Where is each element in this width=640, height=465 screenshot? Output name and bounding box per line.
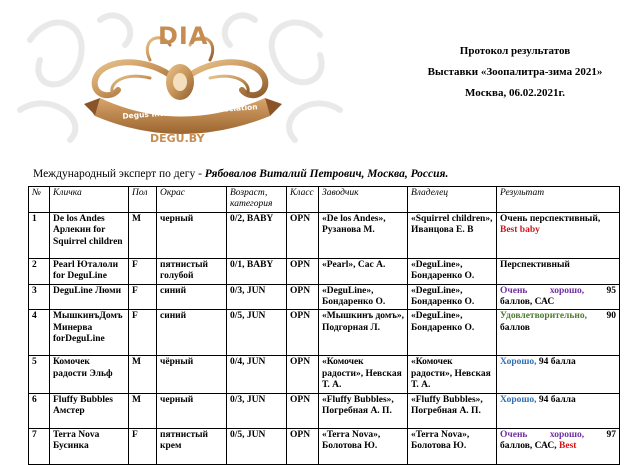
row-owner: «Fluffy Bubbles», Погребная А. П.: [408, 393, 497, 428]
col-sex: Пол: [129, 187, 157, 213]
logo-ribbon-text: Degus International Association: [122, 102, 258, 121]
row-age: 0/2, BABY: [227, 212, 287, 258]
table-header-row: [29, 187, 620, 213]
row-owner: «DeguLine», Бондаренко О.: [408, 310, 497, 356]
result-text: Очень хорошо,: [500, 429, 585, 440]
result-score: 94 балла: [536, 394, 576, 405]
row-age: 0/5, JUN: [227, 428, 287, 464]
result-text: Очень перспективный,: [500, 213, 601, 224]
row-number: 1: [29, 212, 50, 258]
expert-name: Рябовалов Виталий Петрович, Москва, Россия.: [204, 168, 449, 180]
result-score: 97: [606, 429, 616, 440]
result-score: 95: [606, 285, 616, 296]
row-sex: F: [129, 284, 157, 310]
table-row: [29, 428, 620, 464]
row-breeder: «DeguLine», Бондаренко О.: [319, 284, 408, 310]
row-sex: M: [129, 393, 157, 428]
result-extra: баллов, САС: [500, 296, 555, 307]
row-sex: F: [129, 428, 157, 464]
result-extra: баллов: [500, 322, 530, 333]
row-breeder: «Мышкинъ домъ», Подгорная Л.: [319, 310, 408, 356]
row-owner: «DeguLine», Бондаренко О.: [408, 284, 497, 310]
row-result: [497, 428, 620, 464]
row-sex: F: [129, 310, 157, 356]
row-class: OPN: [287, 393, 319, 428]
logo-site: DEGU.BY: [150, 132, 205, 145]
col-number: №: [29, 187, 50, 213]
row-number: 4: [29, 310, 50, 356]
col-class: Класс: [287, 187, 319, 213]
row-name: МышкинъДомъ Минерва forDeguLine: [50, 310, 129, 356]
row-owner: «Terra Nova», Болотова Ю.: [408, 428, 497, 464]
row-name: Pearl Юталоли for DeguLine: [50, 258, 129, 284]
row-owner: «Squirrel children», Иванцова Е. В: [408, 212, 497, 258]
col-name: Кличка: [50, 187, 129, 213]
result-text: Перспективный: [500, 259, 570, 270]
show-name: Выставки «Зоопалитра-зима 2021»: [427, 66, 603, 78]
row-age: 0/3, JUN: [227, 284, 287, 310]
row-sex: M: [129, 212, 157, 258]
row-number: 3: [29, 284, 50, 310]
row-class: OPN: [287, 258, 319, 284]
table-row: [29, 393, 620, 428]
row-breeder: «Fluffy Bubbles», Погребная А. П.: [319, 393, 408, 428]
expert-prefix: Международный эксперт по дегу -: [33, 168, 205, 180]
row-color: пятнистый крем: [157, 428, 227, 464]
row-name: Terra Nova Бусинка: [50, 428, 129, 464]
table-row: [29, 258, 620, 284]
row-result: [497, 356, 620, 393]
table-row: [29, 212, 620, 258]
row-result: [497, 393, 620, 428]
table-row: [29, 310, 620, 356]
row-sex: M: [129, 356, 157, 393]
result-title: Best baby: [500, 225, 540, 236]
row-class: OPN: [287, 310, 319, 356]
row-color: синий: [157, 310, 227, 356]
row-age: 0/1, BABY: [227, 258, 287, 284]
row-color: черный: [157, 393, 227, 428]
col-color: Окрас: [157, 187, 227, 213]
row-owner: «DeguLine», Бондаренко О.: [408, 258, 497, 284]
row-number: 2: [29, 258, 50, 284]
row-number: 5: [29, 356, 50, 393]
result-text: Хорошо,: [500, 357, 537, 368]
logo-brand: DIA: [158, 22, 209, 50]
row-breeder: «Pearl», Сас А.: [319, 258, 408, 284]
result-extra: баллов, САС, Best: [500, 440, 577, 451]
row-breeder: «Комочек радости», Невская Т. А.: [319, 356, 408, 393]
row-number: 6: [29, 393, 50, 428]
row-name: De los Andes Арлекин for Squirrel children: [50, 212, 129, 258]
row-result: [497, 284, 620, 310]
result-score: 90: [606, 311, 616, 322]
table-row: [29, 284, 620, 310]
row-breeder: «Terra Nova», Болотова Ю.: [319, 428, 408, 464]
row-age: 0/3, JUN: [227, 393, 287, 428]
row-color: синий: [157, 284, 227, 310]
row-result: [497, 258, 620, 284]
row-color: пятнистый голубой: [157, 258, 227, 284]
row-result: [497, 310, 620, 356]
result-text: Удовлетворительно,: [500, 311, 588, 322]
row-age: 0/5, JUN: [227, 310, 287, 356]
row-age: 0/4, JUN: [227, 356, 287, 393]
row-owner: «Комочек радости», Невская Т. А.: [408, 356, 497, 393]
row-name: Fluffy Bubbles Амстер: [50, 393, 129, 428]
report-header: [415, 46, 615, 109]
report-title: Протокол результатов: [459, 45, 571, 57]
logo: [0, 0, 380, 150]
results-table: [28, 186, 620, 465]
row-color: чёрный: [157, 356, 227, 393]
row-class: OPN: [287, 356, 319, 393]
col-result: Результат: [497, 187, 620, 213]
table-row: [29, 356, 620, 393]
row-result: [497, 212, 620, 258]
row-number: 7: [29, 428, 50, 464]
row-color: черный: [157, 212, 227, 258]
result-score: 94 балла: [536, 357, 576, 368]
row-class: OPN: [287, 212, 319, 258]
row-sex: F: [129, 258, 157, 284]
col-owner: Владелец: [408, 187, 497, 213]
col-breeder: Заводчик: [319, 187, 408, 213]
expert-line: [33, 168, 448, 180]
row-class: OPN: [287, 284, 319, 310]
row-name: DeguLine Люми: [50, 284, 129, 310]
result-text: Хорошо,: [500, 394, 537, 405]
row-name: Комочек радости Эльф: [50, 356, 129, 393]
show-place-date: Москва, 06.02.2021г.: [465, 87, 565, 99]
result-title: Best: [559, 440, 577, 451]
row-breeder: «De los Andes», Рузанова М.: [319, 212, 408, 258]
result-text: Очень хорошо,: [500, 285, 585, 296]
col-age: Возраст, категория: [227, 187, 287, 213]
row-class: OPN: [287, 428, 319, 464]
